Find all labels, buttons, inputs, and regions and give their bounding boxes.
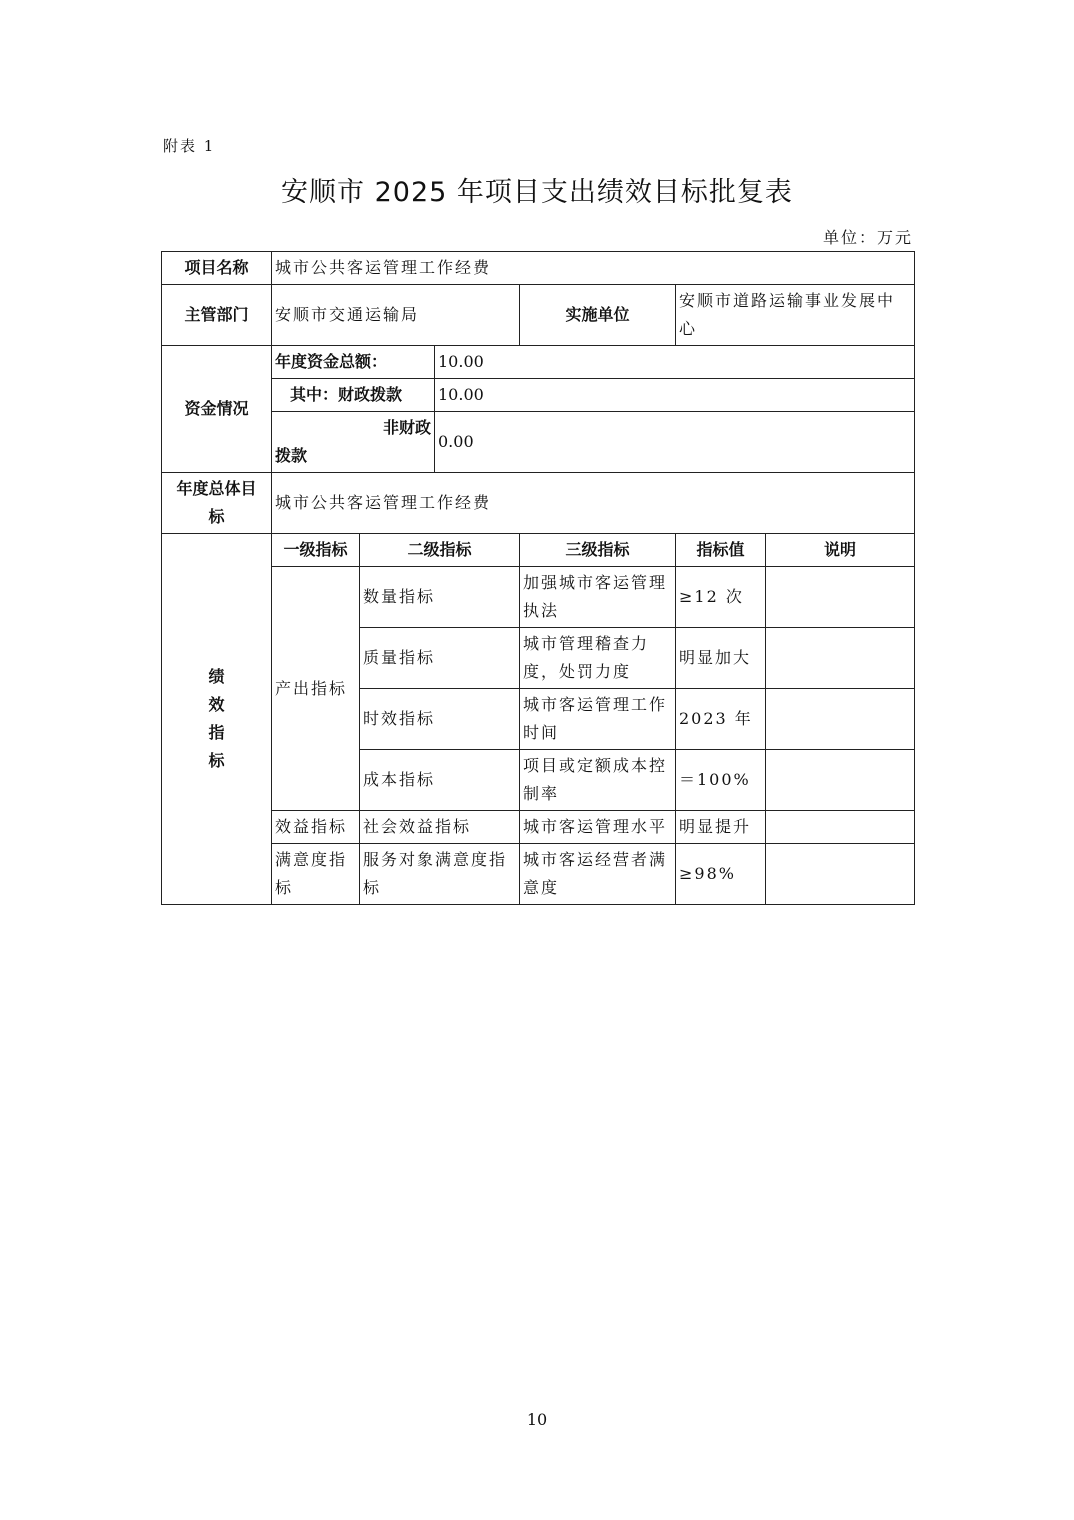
attachment-label: 附表 1 bbox=[163, 137, 216, 155]
row-l2: 成本指标 bbox=[360, 750, 520, 811]
row-value: 2023 年 bbox=[676, 689, 766, 750]
project-name-row bbox=[162, 252, 915, 285]
row-note bbox=[766, 750, 915, 811]
perf-label bbox=[162, 534, 272, 905]
nonfiscal-label-line2: 拨款 bbox=[275, 446, 308, 465]
header-value: 指标值 bbox=[676, 534, 766, 567]
approval-table bbox=[161, 251, 915, 905]
funds-nonfiscal-label bbox=[272, 412, 435, 473]
satisfaction-l2: 服务对象满意度指标 bbox=[360, 844, 520, 905]
unit-label: 单位：万元 bbox=[822, 228, 913, 247]
benefit-note bbox=[766, 811, 915, 844]
impl-value: 安顺市道路运输事业发展中心 bbox=[676, 285, 915, 346]
row-note bbox=[766, 567, 915, 628]
funds-total-label: 年度资金总额： bbox=[272, 346, 435, 379]
header-note: 说明 bbox=[766, 534, 915, 567]
row-value: 明显加大 bbox=[676, 628, 766, 689]
row-value: ＝100% bbox=[676, 750, 766, 811]
row-l2: 时效指标 bbox=[360, 689, 520, 750]
annual-goal-row bbox=[162, 473, 915, 534]
funds-nonfiscal-value: 0.00 bbox=[435, 412, 915, 473]
project-name-label: 项目名称 bbox=[162, 252, 272, 285]
satisfaction-value: ≥98% bbox=[676, 844, 766, 905]
annual-goal-value: 城市公共客运管理工作经费 bbox=[272, 473, 915, 534]
benefit-l1: 效益指标 bbox=[272, 811, 360, 844]
row-note bbox=[766, 689, 915, 750]
header-l3: 三级指标 bbox=[520, 534, 676, 567]
funds-total-row bbox=[162, 346, 915, 379]
benefit-l3: 城市客运管理水平 bbox=[520, 811, 676, 844]
funds-fiscal-value: 10.00 bbox=[435, 379, 915, 412]
funds-label: 资金情况 bbox=[162, 346, 272, 473]
row-l3: 城市管理稽查力度，处罚力度 bbox=[520, 628, 676, 689]
table-row bbox=[162, 811, 915, 844]
nonfiscal-label-line1: 非财政 bbox=[382, 418, 431, 437]
row-value: ≥12 次 bbox=[676, 567, 766, 628]
header-l1: 一级指标 bbox=[272, 534, 360, 567]
funds-total-value: 10.00 bbox=[435, 346, 915, 379]
perf-label-char-3: 指 bbox=[208, 723, 225, 742]
page-title: 安顺市 2025 年项目支出绩效目标批复表 bbox=[281, 177, 793, 208]
header-l2: 二级指标 bbox=[360, 534, 520, 567]
output-indicator-label: 产出指标 bbox=[272, 567, 360, 811]
row-l3: 项目或定额成本控制率 bbox=[520, 750, 676, 811]
row-note bbox=[766, 628, 915, 689]
project-name-value: 城市公共客运管理工作经费 bbox=[272, 252, 915, 285]
department-row bbox=[162, 285, 915, 346]
row-l3: 加强城市客运管理执法 bbox=[520, 567, 676, 628]
impl-label: 实施单位 bbox=[520, 285, 676, 346]
table-row bbox=[162, 844, 915, 905]
goal-label-line1: 年度总体目 bbox=[176, 479, 257, 498]
funds-fiscal-row bbox=[162, 379, 915, 412]
goal-label-line2: 标 bbox=[208, 507, 225, 526]
perf-label-char-1: 绩 bbox=[208, 667, 225, 686]
perf-header-row bbox=[162, 534, 915, 567]
dept-label: 主管部门 bbox=[162, 285, 272, 346]
benefit-value: 明显提升 bbox=[676, 811, 766, 844]
row-l2: 质量指标 bbox=[360, 628, 520, 689]
table-row bbox=[162, 567, 915, 628]
funds-fiscal-label: 其中：财政拨款 bbox=[272, 379, 435, 412]
row-l3: 城市客运管理工作时间 bbox=[520, 689, 676, 750]
row-l2: 数量指标 bbox=[360, 567, 520, 628]
benefit-l2: 社会效益指标 bbox=[360, 811, 520, 844]
satisfaction-l1: 满意度指标 bbox=[272, 844, 360, 905]
page-number: 10 bbox=[526, 1410, 548, 1429]
satisfaction-note bbox=[766, 844, 915, 905]
satisfaction-l3: 城市客运经营者满意度 bbox=[520, 844, 676, 905]
perf-label-char-2: 效 bbox=[208, 695, 225, 714]
perf-label-char-4: 标 bbox=[208, 751, 225, 770]
annual-goal-label bbox=[162, 473, 272, 534]
funds-nonfiscal-row bbox=[162, 412, 915, 473]
dept-value: 安顺市交通运输局 bbox=[272, 285, 520, 346]
